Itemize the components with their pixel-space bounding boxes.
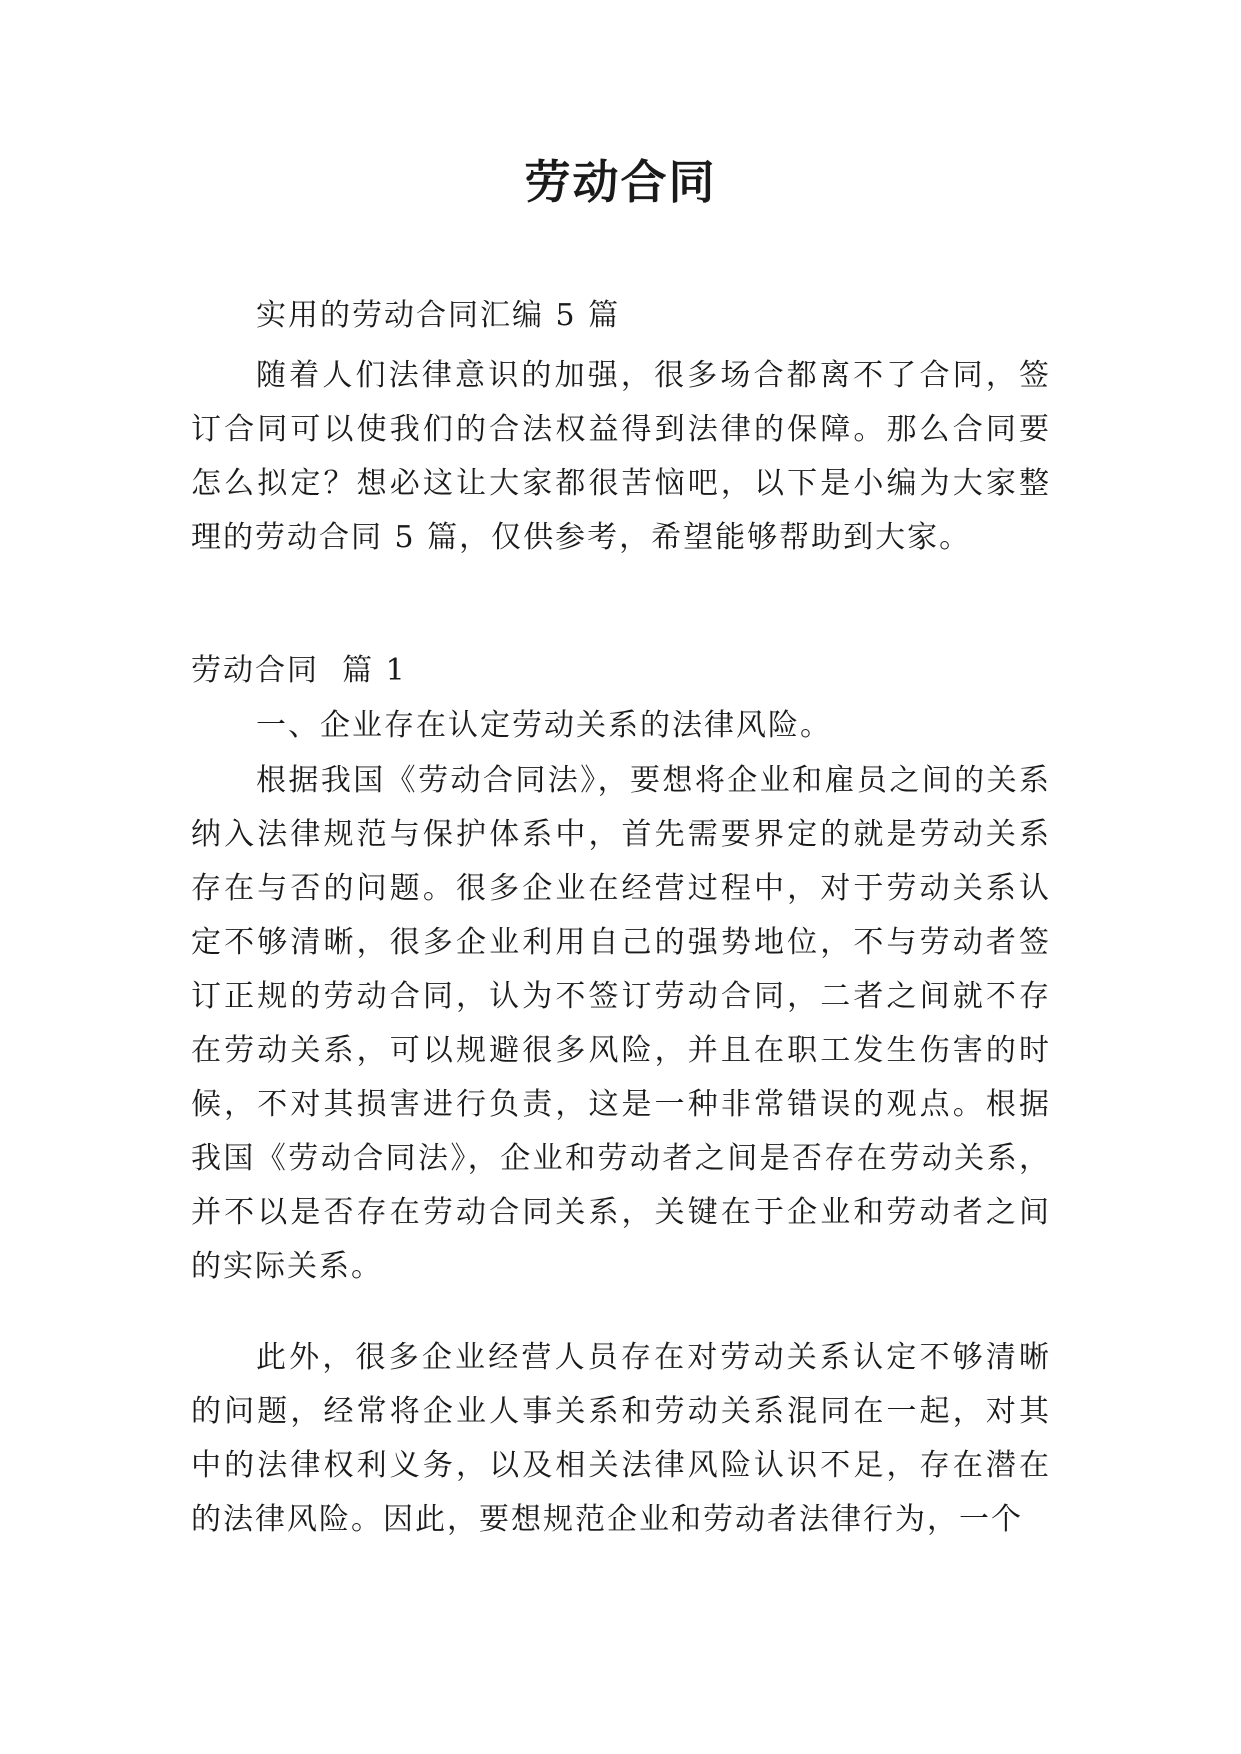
body-paragraph-1: 一、企业存在认定劳动关系的法律风险。 <box>256 708 832 743</box>
document-title: 劳动合同 <box>524 155 717 209</box>
document-subtitle: 实用的劳动合同汇编 5 篇 <box>256 298 621 333</box>
intro-paragraph: 随着人们法律意识的加强，很多场合都离不了合同，签订合同可以使我们的合法权益得到法律的保障。那么合同要怎么拟定？想必这让大家都很苦恼吧，以下是小编为大家整理的劳动合同 5 篇，仅供参考，希望能够帮助到大家。 <box>191 358 1051 555</box>
body-paragraph-3: 此外，很多企业经营人员存在对劳动关系认定不够清晰的问题，经常将企业人事关系和劳动关系混同在一起，对其中的法律权利义务，以及相关法律风险认识不足，存在潜在的法律风险。因此，要想规范企业和劳动者法律行为，一个 <box>191 1340 1051 1537</box>
body-paragraph-2: 根据我国《劳动合同法》，要想将企业和雇员之间的关系纳入法律规范与保护体系中，首先需要界定的就是劳动关系存在与否的问题。很多企业在经营过程中，对于劳动关系认定不够清晰，很多企业利用自己的强势地位，不与劳动者签订正规的劳动合同，认为不签订劳动合同，二者之间就不存在劳动关系，可以规避很多风险，并且在职工发生伤害的时候，不对其损害进行负责，这是一种非常错误的观点。根据我国《劳动合同法》，企业和劳动者之间是否存在劳动关系，并不以是否存在劳动合同关系，关键在于企业和劳动者之间的实际关系。 <box>191 763 1051 1284</box>
section-heading: 劳动合同 篇 1 <box>191 653 407 688</box>
